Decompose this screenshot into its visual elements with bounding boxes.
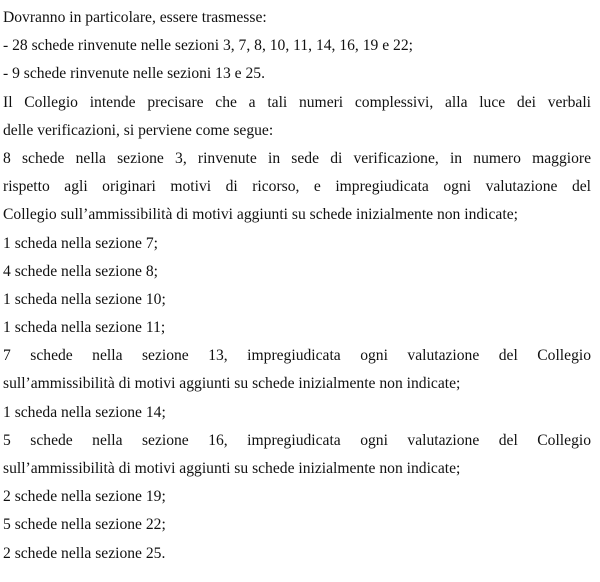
paragraph-collegio-line-1: Il Collegio intende precisare che a tali numeri complessivi, alla luce dei verbali: [3, 93, 591, 111]
entry-sezione-13-line-1: 7 schede nella sezione 13, impregiudicata ogni valutazione del Collegio: [3, 347, 591, 365]
entry-sezione-16-line-2: sull’ammissibilità di motivi aggiunti su schede inizialmente non indicate;: [3, 460, 461, 477]
paragraph-collegio-line-2: delle verificazioni, si perviene come segue:: [3, 121, 274, 139]
entry-sezione-13-line-2: sull’ammissibilità di motivi aggiunti su schede inizialmente non indicate;: [3, 375, 461, 393]
entry-sezione-25: 2 schede nella sezione 25.: [3, 544, 166, 562]
entry-sezione-22: 5 schede nella sezione 22;: [3, 516, 166, 534]
document-page: [3, 4, 591, 568]
entry-sezione-11: 1 scheda nella sezione 11;: [3, 319, 166, 337]
entry-sezione-16-line-1: 5 schede nella sezione 16, impregiudicata ogni valutazione del Collegio: [3, 431, 591, 449]
entry-sezione-14: 1 scheda nella sezione 14;: [3, 403, 166, 421]
entry-sezione-3-line-3: Collegio sull’ammissibilità di motivi aggiunti su schede inizialmente non indicate;: [3, 206, 518, 224]
list-item-9-schede: - 9 schede rinvenute nelle sezioni 13 e 25.: [3, 65, 265, 83]
entry-sezione-7: 1 scheda nella sezione 7;: [3, 234, 159, 252]
entry-sezione-8: 4 schede nella sezione 8;: [3, 262, 159, 280]
intro-line: Dovranno in particolare, essere trasmesse:: [3, 9, 267, 26]
entry-sezione-3-line-2: rispetto agli originari motivi di ricorso, e impregiudicata ogni valutazione del: [3, 178, 591, 196]
entry-sezione-19: 2 schede nella sezione 19;: [3, 488, 166, 506]
list-item-28-schede: - 28 schede rinvenute nelle sezioni 3, 7, 8, 10, 11, 14, 16, 19 e 22;: [3, 37, 413, 55]
entry-sezione-10: 1 scheda nella sezione 10;: [3, 290, 166, 308]
entry-sezione-3-line-1: 8 schede nella sezione 3, rinvenute in sede di verificazione, in numero maggiore: [3, 149, 591, 167]
